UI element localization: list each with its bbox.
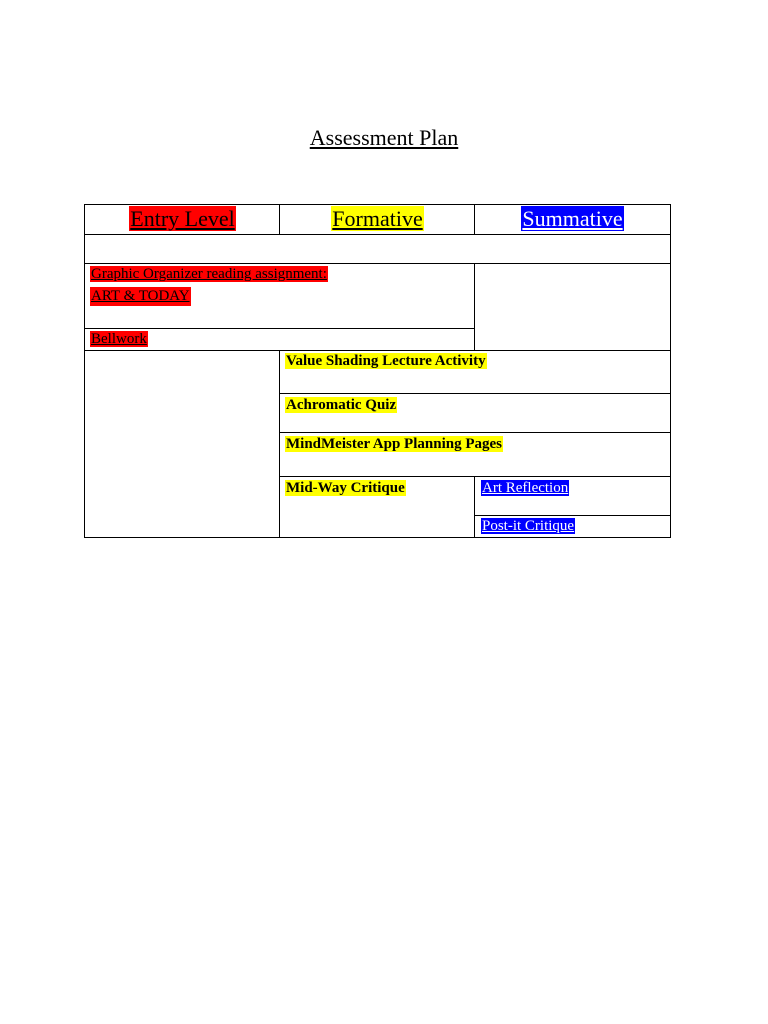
header-entry-label: Entry Level xyxy=(130,206,235,231)
row-divider xyxy=(280,393,670,394)
art-today-text: ART & TODAY xyxy=(91,288,190,304)
summative-post-it-critique-cell xyxy=(481,517,666,536)
page-title: Assessment Plan xyxy=(309,125,459,150)
formative-value-shading-cell xyxy=(285,352,665,371)
art-reflection-text: Art Reflection xyxy=(482,480,569,496)
formative-mid-way-critique-cell xyxy=(285,479,470,498)
formative-mindmeister-cell xyxy=(285,435,665,454)
mindmeister-text: MindMeister App Planning Pages xyxy=(286,436,502,452)
header-summative-label: Summative xyxy=(522,206,623,231)
row-divider xyxy=(475,515,670,516)
row-divider xyxy=(280,476,670,477)
row-divider xyxy=(280,432,670,433)
header-summative xyxy=(475,205,670,234)
summative-art-reflection-cell xyxy=(481,479,666,498)
row-divider xyxy=(85,328,475,329)
mid-way-critique-text: Mid-Way Critique xyxy=(286,480,405,496)
column-divider xyxy=(279,350,280,537)
row-divider xyxy=(85,350,670,351)
formative-achromatic-quiz-cell xyxy=(285,396,665,415)
entry-bellwork-cell xyxy=(90,330,470,349)
achromatic-quiz-text: Achromatic Quiz xyxy=(286,397,397,413)
value-shading-text: Value Shading Lecture Activity xyxy=(286,353,486,369)
graphic-organizer-text: Graphic Organizer reading assignment: xyxy=(91,266,327,282)
header-formative xyxy=(280,205,475,234)
header-formative-label: Formative xyxy=(332,206,423,231)
post-it-critique-text: Post-it Critique xyxy=(482,518,575,534)
row-divider xyxy=(85,263,670,264)
row-divider xyxy=(85,234,670,235)
header-entry-level xyxy=(85,205,280,234)
assessment-table xyxy=(84,204,671,538)
column-divider xyxy=(474,263,475,350)
bellwork-text: Bellwork xyxy=(91,331,147,347)
entry-graphic-organizer-cell xyxy=(90,265,470,306)
column-divider xyxy=(474,476,475,537)
